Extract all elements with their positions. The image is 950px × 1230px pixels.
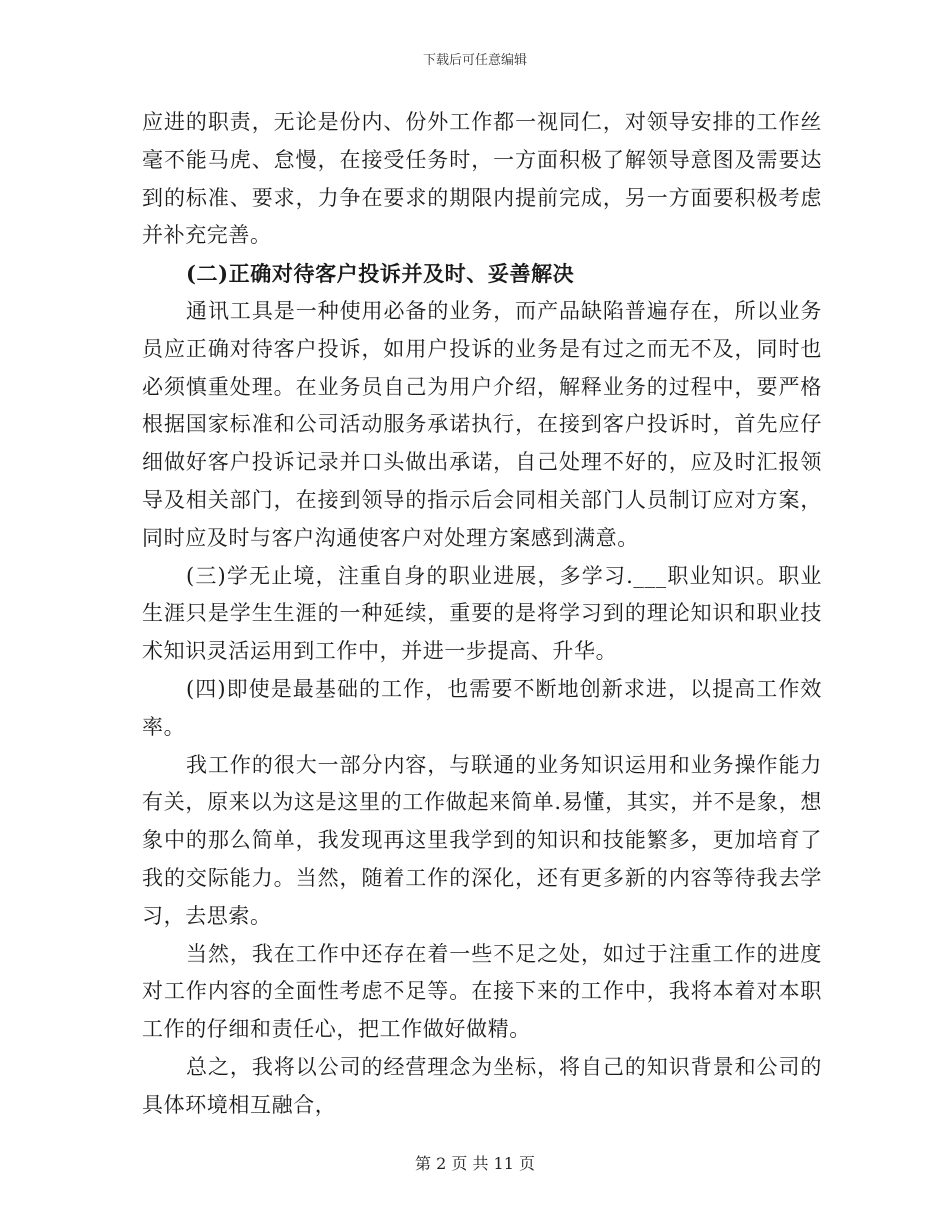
section-heading-2: (二)正确对待客户投诉并及时、妥善解决 [186,261,575,287]
paragraph-section-3: (三)学无止境，注重自身的职业进展，多学习.___职业知识。职业生涯只是学生生涯的一种延续，重要的是将学习到的理论知识和职业技术知识灵活运用到工作中，并进一步提高、升华。 [142,563,822,664]
paragraph-shortcomings: 当然，我在工作中还存在着一些不足之处，如过于注重工作的进度对工作内容的全面性考虑不足等。在接下来的工作中，我将本着对本职工作的仔细和责任心，把工作做好做精。 [142,941,822,1042]
page-header: 下载后可任意编辑 [422,53,527,68]
paragraph-continuation: 应进的职责，无论是份内、份外工作都一视同仁，对领导安排的工作丝毫不能马虎、怠慢，在接受任务时，一方面积极了解领导意图及需要达到的标准、要求，力争在要求的期限内提前完成，另一方面要积极考虑并补充完善。 [142,110,822,248]
paragraph-work-content: 我工作的很大一部分内容，与联通的业务知识运用和业务操作能力有关，原来以为这是这里的工作做起来简单.易懂，其实，并不是象，想象中的那么简单，我发现再这里我学到的知识和技能繁多，更加培育了我的交际能力。当然，随着工作的深化，还有更多新的内容等待我去学习，去思索。 [142,752,822,928]
document-body [142,104,822,1125]
paragraph-complaints: 通讯工具是一种使用必备的业务，而产品缺陷普遍存在，所以业务员应正确对待客户投诉，如用户投诉的业务是有过之而无不及，同时也必须慎重处理。在业务员自己为用户介绍，解释业务的过程中，要严格根据国家标准和公司活动服务承诺执行，在接到客户投诉时，首先应仔细做好客户投诉记录并口头做出承诺，自己处理不好的，应及时汇报领导及相关部门，在接到领导的指示后会同相关部门人员制订应对方案，同时应及时与客户沟通使客户对处理方案感到满意。 [142,298,822,550]
paragraph-section-4: (四)即使是最基础的工作，也需要不断地创新求进，以提高工作效率。 [142,676,822,739]
page-number: 第 2 页 共 11 页 [415,1154,535,1173]
paragraph-conclusion: 总之，我将以公司的经营理念为坐标，将自己的知识背景和公司的具体环境相互融合， [142,1054,822,1117]
